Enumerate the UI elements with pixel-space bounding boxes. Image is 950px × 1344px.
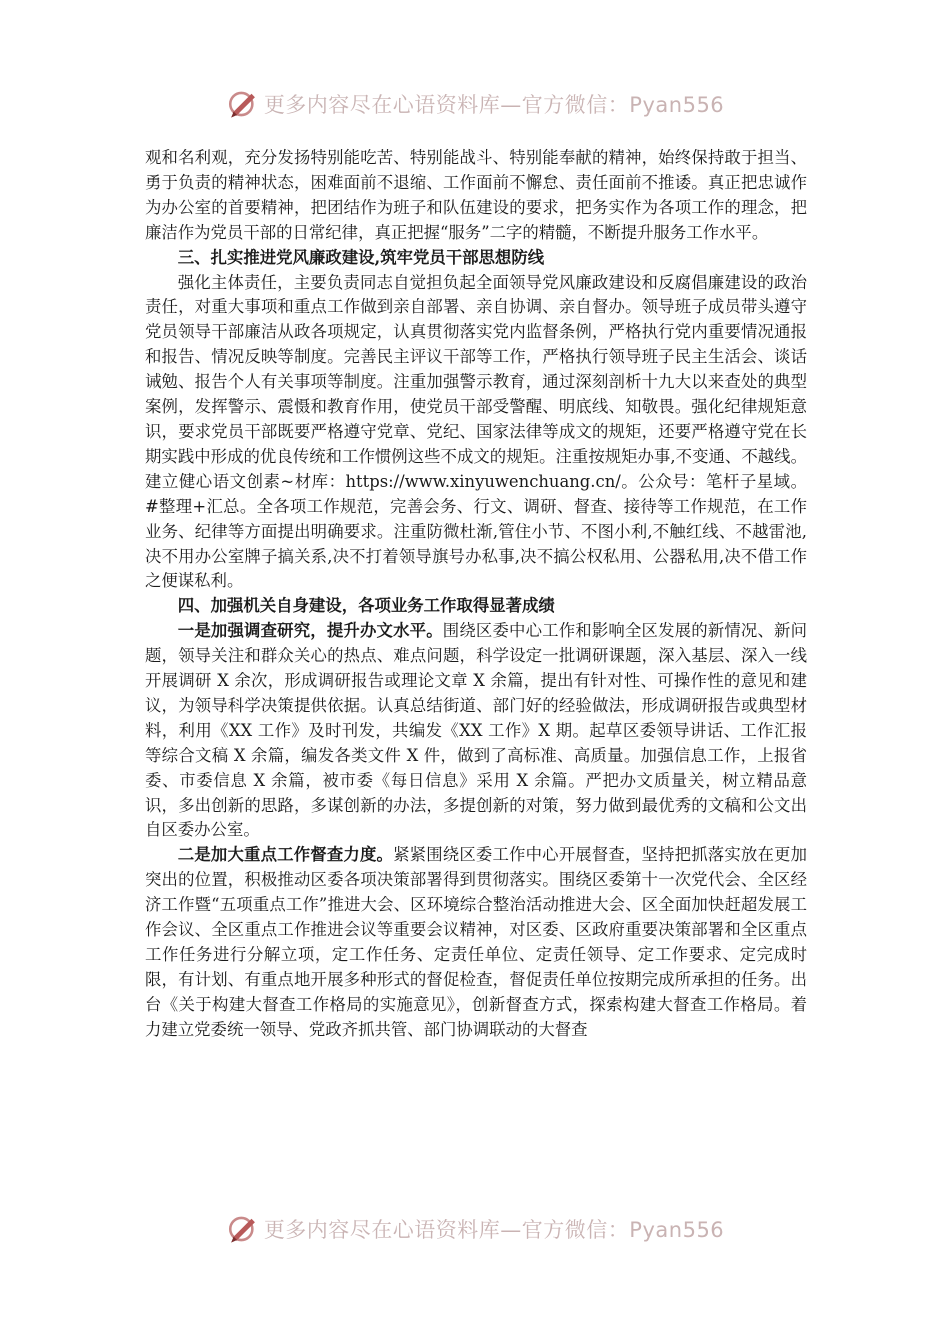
paragraph-3-text: 围绕区委中心工作和影响全区发展的新情况、新问题，领导关注和群众关心的热点、难点问题，科学设定一批调研课题，深入基层、深入一线开展调研 X 余次，形成调研报告或理论文章 X 余篇，提出有针对性、可操作性的意见和建议，为领导科学决策提供依据。认真总结街道、部门好的经验做法，形成调研报告或典型材料，利用《XX 工作》及时刊发，共编发《XX 工作》X 期。起草区委领导讲话、工作汇报等综合文稿 X 余篇，编发各类文件 X 件，做到了高标准、高质量。加强信息工作，上报省委、市委信息 X 余篇，被市委《每日信息》采用 X 余篇。严把办文质量关，树立精品意识，多出创新的思路，多谋创新的办法，多提创新的对策，努力做到最优秀的文稿和公文出自区委办公室。 xyxy=(145,621,807,840)
paragraph-4-lead: 二是加大重点工作督查力度。 xyxy=(177,845,394,865)
paragraph-2: 强化主体责任，主要负责同志自觉担负起全面领导党风廉政建设和反腐倡廉建设的政治责任，对重大事项和重点工作做到亲自部署、亲自协调、亲自督办。领导班子成员带头遵守党员领导干部廉洁从政各项规定，认真贯彻落实党内监督条例，严格执行党内重要情况通报和报告、情况反映等制度。完善民主评议干部等工作，严格执行领导班子民主生活会、谈话诫勉、报告个人有关事项等制度。注重加强警示教育，通过深刻剖析十九大以来查处的典型案例，发挥警示、震慑和教育作用，使党员干部受警醒、明底线、知敬畏。强化纪律规矩意识，要求党员干部既要严格遵守党章、党纪、国家法律等成文的规矩，还要严格遵守党在长期实践中形成的优良传统和工作惯例这些不成文的规矩。注重按规矩办事,不变通、不越线。建立健心语文创素~材库：https://www.xinyuwenchuang.cn/。公众号：笔杆子星域。#整理+汇总。全各项工作规范，完善会务、行文、调研、督查、接待等工作规范，在工作业务、纪律等方面提出明确要求。注重防微杜渐,管住小节、不图小利,不触红线、不越雷池,决不用办公室牌子搞关系,决不打着领导旗号办私事,决不搞公权私用、公器私用,决不借工作之便谋私利。 xyxy=(145,272,807,591)
pen-logo-icon xyxy=(226,87,260,121)
section-heading-4: 四、加强机关自身建设，各项业务工作取得显著成绩 xyxy=(177,596,555,616)
header-watermark-banner xyxy=(0,84,950,124)
paragraph-4 xyxy=(145,843,807,1042)
pen-logo-icon xyxy=(226,1212,260,1246)
paragraph-1: 观和名利观，充分发扬特别能吃苦、特别能战斗、特别能奉献的精神，始终保持敢于担当、勇于负责的精神状态，困难面前不退缩、工作面前不懈怠、责任面前不推诿。真正把忠诚作为办公室的首要精神，把团结作为班子和队伍建设的要求，把务实作为各项工作的理念，把廉洁作为党员干部的日常纪律，真正把握“服务”二字的精髓，不断提升服务工作水平。 xyxy=(145,148,807,242)
header-banner-text: 更多内容尽在心语资料库—官方微信：Pyan556 xyxy=(263,93,725,117)
section-heading-3: 三、扎实推进党风廉政建设,筑牢党员干部思想防线 xyxy=(177,247,545,267)
paragraph-3 xyxy=(145,619,807,843)
footer-banner-text: 更多内容尽在心语资料库—官方微信：Pyan556 xyxy=(263,1218,725,1242)
document-body xyxy=(145,146,807,1043)
paragraph-4-text: 紧紧围绕区委工作中心开展督查，坚持把抓落实放在更加突出的位置，积极推动区委各项决策部署得到贯彻落实。围绕区委第十一次党代会、全区经济工作暨“五项重点工作”推进大会、区环境综合整治活动推进大会、区全面加快赶超发展工作会议、全区重点工作推进会议等重要会议精神，对区委、区政府重要决策部署和全区重点工作任务进行分解立项，定工作任务、定责任单位、定责任领导、定工作要求、定完成时限，有计划、有重点地开展多种形式的督促检查，督促责任单位按期完成所承担的任务。出台《关于构建大督查工作格局的实施意见》，创新督查方式，探索构建大督查工作格局。着力建立党委统一领导、党政齐抓共管、部门协调联动的大督查 xyxy=(145,845,807,1039)
footer-watermark-banner xyxy=(0,1209,950,1249)
paragraph-3-lead: 一是加强调查研究，提升办文水平。 xyxy=(177,621,443,641)
